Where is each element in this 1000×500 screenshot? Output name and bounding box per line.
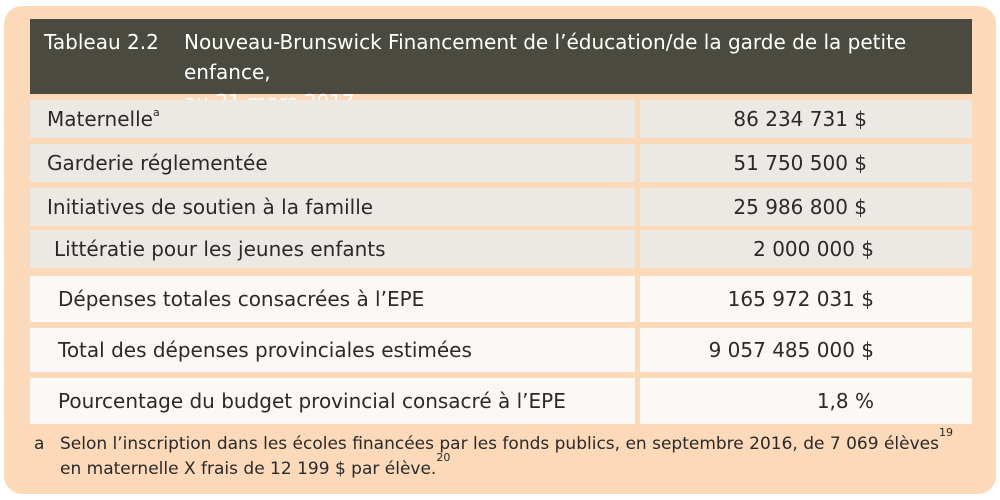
row-value-cell — [640, 144, 972, 182]
row-value: 1,8 % — [816, 389, 874, 413]
row-label-cell — [30, 328, 635, 372]
row-value: 51 750 500 $ — [733, 151, 867, 175]
table-title-line1: Nouveau-Brunswick Financement de l’éducation/de la garde de la petite enfance, — [184, 30, 907, 84]
footnote — [34, 426, 974, 482]
row-value-cell — [640, 328, 972, 372]
table-row — [30, 188, 972, 226]
row-label: Pourcentage du budget provincial consacré à l’EPE — [58, 389, 566, 413]
table-row — [30, 276, 972, 322]
row-value: 86 234 731 $ — [733, 107, 867, 131]
table-row — [30, 144, 972, 182]
row-value: 9 057 485 000 $ — [708, 338, 874, 362]
footnote-ref-19: 19 — [938, 426, 953, 440]
footnote-text-part2: en maternelle X frais de 12 199 $ par élève. — [60, 459, 437, 479]
table-row — [30, 100, 972, 138]
row-label: Dépenses totales consacrées à l’EPE — [58, 287, 425, 311]
row-value-cell — [640, 276, 972, 322]
row-label-cell: Maternelle $^a$ — [30, 100, 635, 138]
row-label: Garderie réglementée — [47, 151, 268, 175]
table-row — [30, 328, 972, 372]
row-value: 25 986 800 $ — [733, 195, 867, 219]
row-label-cell — [30, 276, 635, 322]
footnote-ref-20: 20 — [436, 451, 451, 465]
row-label: Total des dépenses provinciales estimées — [58, 338, 472, 362]
row-label: Initiatives de soutien à la famille — [47, 195, 374, 219]
row-label-cell — [30, 188, 635, 226]
table-header — [30, 19, 972, 94]
table-row — [30, 378, 972, 424]
row-value-cell — [640, 230, 972, 268]
row-value-cell — [640, 188, 972, 226]
row-label-cell — [30, 144, 635, 182]
row-value-cell — [640, 378, 972, 424]
row-label: Littératie pour les jeunes enfants — [54, 237, 386, 261]
row-label-cell — [30, 378, 635, 424]
footnote-text-part1: Selon l’inscription dans les écoles financées par les fonds publics, en septembre 2016, de 7 069 élèves — [60, 434, 939, 454]
row-value: 2 000 000 $ — [753, 237, 874, 261]
row-label: Maternelle — [47, 107, 153, 131]
table-row — [30, 230, 972, 268]
footnote-text — [60, 426, 974, 482]
row-value: 165 972 031 $ — [727, 287, 874, 311]
row-value-cell — [640, 100, 972, 138]
row-label-cell — [30, 230, 635, 268]
table-number: Tableau 2.2 — [44, 30, 159, 54]
footnote-mark: a — [34, 434, 45, 454]
table-title — [184, 27, 962, 94]
